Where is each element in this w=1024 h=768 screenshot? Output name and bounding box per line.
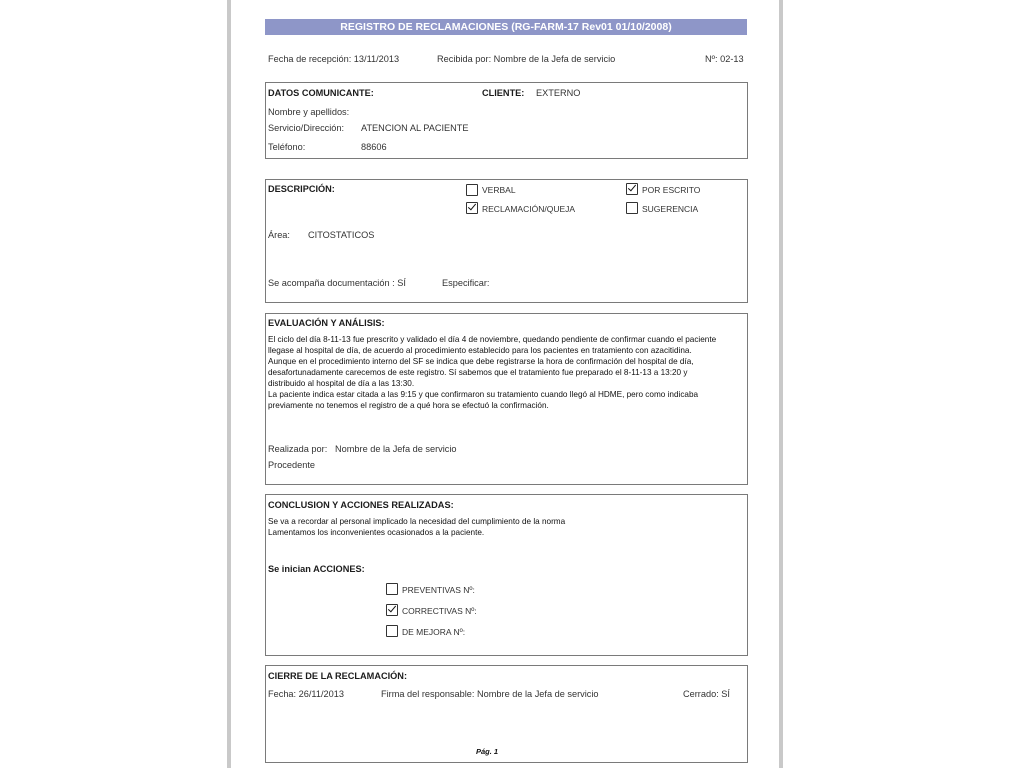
telefono-label: Teléfono:	[268, 142, 306, 152]
comunicante-heading: DATOS COMUNICANTE:	[268, 88, 374, 98]
fecha-recepcion: Fecha de recepción: 13/11/2013	[268, 54, 400, 64]
sugerencia-checkbox[interactable]	[626, 202, 638, 214]
evaluacion-line: llegase al hospital de día, de acuerdo al procedimiento establecido para los pacientes en tratamiento con azacitidina.	[268, 346, 692, 355]
servicio-value: ATENCION AL PACIENTE	[361, 123, 469, 133]
evaluacion-line: previamente no tenemos el registro de a qué hora se efectuó la confirmación.	[268, 401, 549, 410]
preventivas-checkbox[interactable]	[386, 583, 398, 595]
especificar-label: Especificar:	[442, 278, 490, 288]
realizada-label: Realizada por:	[268, 444, 328, 454]
document-page	[231, 0, 779, 768]
cerrado-status: Cerrado: SÍ	[683, 689, 730, 699]
cierre-heading: CIERRE DE LA RECLAMACIÓN:	[268, 671, 408, 681]
conclusion-heading: CONCLUSION Y ACCIONES REALIZADAS:	[268, 500, 454, 510]
evaluacion-heading: EVALUACIÓN Y ANÁLISIS:	[268, 318, 385, 328]
evaluacion-line: El ciclo del día 8-11-13 fue prescrito y validado el día 4 de noviembre, quedando pendiente de confirmar cuando el paciente	[268, 335, 717, 344]
evaluacion-text	[268, 334, 716, 411]
documentacion-text: Se acompaña documentación : SÍ	[268, 278, 406, 288]
descripcion-heading: DESCRIPCIÓN:	[268, 184, 335, 194]
evaluacion-line: La paciente indica estar citada a las 9:15 y que confirmaron su tratamiento cuando llegó al HDME, pero como indicaba	[268, 390, 699, 399]
procedente-text: Procedente	[268, 460, 315, 470]
por-escrito-checkbox[interactable]	[626, 183, 638, 195]
cliente-label: CLIENTE:	[482, 88, 525, 98]
evaluacion-line: distribuido al hospital de día a las 13:30.	[268, 379, 415, 388]
reclamacion-queja-checkbox[interactable]	[466, 202, 478, 214]
evaluacion-line: Aunque en el procedimiento interno del SF se indica que debe registrarse la hora de confirmación del hospital de día,	[268, 357, 694, 366]
check-icon	[628, 183, 636, 192]
evaluacion-line: desafortunadamente carecemos de este registro. Sí sabemos que el tratamiento fue preparado el 8-11-13 a 13:20 y	[268, 368, 688, 377]
de-mejora-checkbox[interactable]	[386, 625, 398, 637]
firma-responsable: Firma del responsable: Nombre de la Jefa de servicio	[381, 689, 599, 699]
conclusion-text	[268, 516, 565, 538]
area-value: CITOSTATICOS	[308, 230, 375, 240]
realizada-value: Nombre de la Jefa de servicio	[335, 444, 457, 454]
document-title: REGISTRO DE RECLAMACIONES (RG-FARM-17 Rev01 01/10/2008)	[265, 19, 747, 35]
servicio-label: Servicio/Dirección:	[268, 123, 345, 133]
preventivas-label: PREVENTIVAS Nº:	[402, 585, 475, 595]
verbal-label: VERBAL	[482, 185, 516, 195]
correctivas-checkbox[interactable]	[386, 604, 398, 616]
conclusion-line: Se va a recordar al personal implicado la necesidad del cumplimiento de la norma	[268, 517, 566, 526]
area-label: Área:	[268, 230, 290, 240]
viewer-right-edge	[779, 0, 783, 768]
numero-registro: Nº: 02-13	[705, 54, 744, 64]
por-escrito-label: POR ESCRITO	[642, 185, 701, 195]
acciones-heading: Se inician ACCIONES:	[268, 564, 365, 574]
reclamacion-queja-label: RECLAMACIÓN/QUEJA	[482, 204, 576, 214]
nombre-label: Nombre y apellidos:	[268, 107, 350, 117]
correctivas-label: CORRECTIVAS Nº:	[402, 606, 477, 616]
cierre-fecha: Fecha: 26/11/2013	[268, 689, 344, 699]
de-mejora-label: DE MEJORA Nº:	[402, 627, 466, 637]
check-icon	[388, 604, 396, 613]
page-number: Pág. 1	[476, 747, 499, 756]
verbal-checkbox[interactable]	[466, 184, 478, 196]
sugerencia-label: SUGERENCIA	[642, 204, 699, 214]
telefono-value: 88606	[361, 142, 387, 152]
recibida-por: Recibida por: Nombre de la Jefa de servicio	[437, 54, 616, 64]
cliente-value: EXTERNO	[536, 88, 581, 98]
conclusion-line: Lamentamos los inconvenientes ocasionados a la paciente.	[268, 528, 485, 537]
check-icon	[468, 202, 476, 211]
